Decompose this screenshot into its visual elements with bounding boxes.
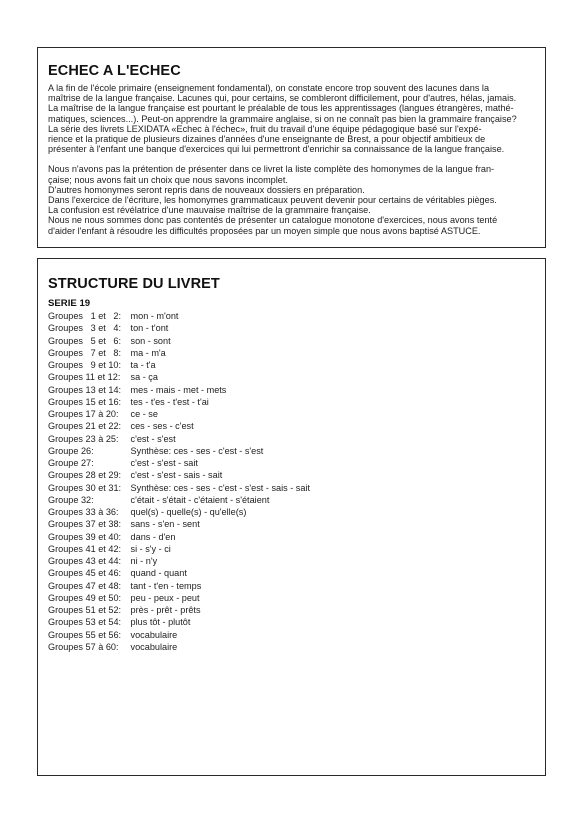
group-words: dans - d'en	[130, 531, 176, 542]
group-row	[48, 433, 535, 445]
group-label: Groupes 5 et 6:	[48, 335, 122, 346]
group-label: Groupes 1 et 2:	[48, 311, 122, 321]
text-line: d'aider l'enfant à résoudre les difficultés proposées par un moyen simple que nous avons baptisé ASTUCE.	[48, 225, 481, 236]
group-row	[48, 580, 535, 592]
group-label: Groupes 41 et 42:	[48, 543, 122, 554]
group-label: Groupes 11 et 12:	[48, 372, 121, 383]
group-words: sa - ça	[130, 372, 158, 383]
group-label: Groupe 27:	[48, 458, 94, 468]
group-words: ce - se	[130, 409, 158, 419]
group-row	[48, 494, 535, 506]
intro-paragraph-1	[48, 83, 535, 154]
group-words: Synthèse: ces - ses - c'est - s'est - sais - sait	[130, 482, 310, 493]
text-line: A la fin de l'école primaire (enseignement fondamental), on constate encore trop souvent des lacunes dans la	[48, 83, 490, 93]
group-label: Groupe 32:	[48, 494, 94, 505]
structure-box	[37, 258, 546, 776]
group-row	[48, 616, 535, 628]
group-words: ton - t'ont	[130, 323, 169, 334]
group-words: c'est - s'est	[130, 433, 176, 444]
group-words: mes - mais - met - mets	[130, 384, 227, 395]
intro-box	[37, 47, 546, 248]
group-words: mon - m'ont	[130, 311, 179, 321]
group-words: ta - t'a	[130, 360, 156, 370]
group-words: vocabulaire	[130, 629, 178, 640]
group-words: tes - t'es - t'est - t'ai	[130, 396, 209, 407]
text-line: Nous n'avons pas la prétention de présenter dans ce livret la liste complète des homonymes de la langue fran-	[48, 164, 495, 175]
group-row	[48, 641, 535, 653]
group-row	[48, 310, 535, 322]
text-line: rience et la pratique de plusieurs dizaines d'années d'une enseignante de Brest, a pour objectif ambitieux de	[48, 134, 486, 145]
group-row	[48, 347, 535, 359]
intro-paragraph-2	[48, 164, 535, 235]
group-list	[48, 310, 535, 653]
text-line: présenter à l'enfant une banque d'exercices qui lui permettront d'enrichir sa connaissance de la langue française.	[48, 144, 505, 155]
group-words: près - prêt - prêts	[130, 605, 201, 615]
text-line: D'autres homonymes seront repris dans de nouveaux dossiers en préparation.	[48, 184, 365, 195]
series-label: SERIE 19	[48, 298, 91, 309]
group-row	[48, 371, 535, 383]
group-row	[48, 396, 535, 408]
group-label: Groupes 17 à 20:	[48, 409, 119, 419]
group-label: Groupes 33 à 36:	[48, 507, 119, 517]
group-label: Groupes 57 à 60:	[48, 641, 119, 652]
group-row	[48, 322, 535, 334]
group-row	[48, 604, 535, 616]
group-row	[48, 629, 535, 641]
group-label: Groupes 39 et 40:	[48, 531, 122, 542]
group-label: Groupes 37 et 38:	[48, 519, 122, 530]
group-row	[48, 531, 535, 543]
group-row	[48, 469, 535, 481]
group-words: son - sont	[130, 335, 171, 346]
group-row	[48, 506, 535, 518]
text-line: matiques, sciences...). Peut-on apprendre la grammaire anglaise, si on ne connaît pas bien la grammaire française?	[48, 113, 517, 124]
text-line: maîtrise de la langue française. Lacunes qui, pour certains, se combleront difficilement, pour d'autres, hélas, jamais.	[48, 93, 517, 104]
group-words: c'est - s'est - sais - sait	[130, 470, 223, 481]
group-label: Groupes 13 et 14:	[48, 384, 122, 395]
group-words: ma - m'a	[130, 347, 166, 358]
group-row	[48, 384, 535, 396]
group-words: c'est - s'est - sait	[130, 458, 198, 468]
group-words: ni - n'y	[130, 556, 158, 566]
group-label: Groupes 43 et 44:	[48, 556, 122, 566]
group-label: Groupes 15 et 16:	[48, 396, 122, 407]
text-line: La maîtrise de la langue française est pourtant le préalable de tous les apprentissages (langues étrangères, mathé-	[48, 103, 514, 114]
group-words: tant - t'en - temps	[130, 580, 202, 591]
group-row	[48, 359, 535, 371]
group-label: Groupes 45 et 46:	[48, 568, 122, 579]
text-line: çaise; nous avons fait un choix que nous savons incomplet.	[48, 174, 288, 185]
group-label: Groupes 3 et 4:	[48, 323, 122, 334]
group-label: Groupes 7 et 8:	[48, 347, 122, 358]
text-line: Dans l'exercice de l'écriture, les homonymes grammaticaux peuvent devenir pour certains de véritables pièges.	[48, 195, 497, 206]
structure-title: STRUCTURE DU LIVRET	[48, 276, 220, 292]
group-label: Groupes 30 et 31:	[48, 482, 122, 493]
group-label: Groupes 21 et 22:	[48, 421, 122, 432]
group-row	[48, 445, 535, 457]
group-words: ces - ses - c'est	[130, 421, 194, 432]
text-line: La confusion est révélatrice d'une mauvaise maîtrise de la grammaire française.	[48, 205, 371, 216]
group-label: Groupes 51 et 52:	[48, 605, 122, 615]
text-line: Nous ne nous sommes donc pas contentés de présenter un catalogue monotone d'exercices, nous avons tenté	[48, 215, 498, 226]
group-words: plus tôt - plutôt	[130, 617, 191, 628]
group-row	[48, 408, 535, 420]
group-row	[48, 555, 535, 567]
group-row	[48, 518, 535, 530]
group-words: quand - quant	[130, 568, 187, 579]
text-line: La série des livrets LEXIDATA «Echec à l'échec», fruit du travail d'une équipe pédagogique basé sur l'expé-	[48, 123, 482, 134]
group-label: Groupe 26:	[48, 445, 94, 456]
group-row	[48, 592, 535, 604]
group-row	[48, 335, 535, 347]
group-row	[48, 567, 535, 579]
group-label: Groupes 55 et 56:	[48, 629, 122, 640]
group-words: si - s'y - ci	[130, 543, 171, 554]
group-words: peu - peux - peut	[130, 592, 200, 603]
group-label: Groupes 53 et 54:	[48, 617, 122, 628]
group-words: sans - s'en - sent	[130, 519, 200, 530]
group-words: vocabulaire	[130, 641, 178, 652]
intro-title: ECHEC A L'ECHEC	[48, 63, 181, 79]
group-label: Groupes 49 et 50:	[48, 592, 122, 603]
group-row	[48, 457, 535, 469]
group-row	[48, 420, 535, 432]
group-words: c'était - s'était - c'étaient - s'étaient	[130, 494, 270, 505]
group-words: Synthèse: ces - ses - c'est - s'est	[130, 445, 264, 456]
group-words: quel(s) - quelle(s) - qu'elle(s)	[130, 507, 247, 517]
group-row	[48, 482, 535, 494]
group-label: Groupes 47 et 48:	[48, 580, 122, 591]
group-label: Groupes 9 et 10:	[48, 360, 122, 370]
group-row	[48, 543, 535, 555]
group-label: Groupes 28 et 29:	[48, 470, 122, 481]
group-label: Groupes 23 à 25:	[48, 433, 119, 444]
